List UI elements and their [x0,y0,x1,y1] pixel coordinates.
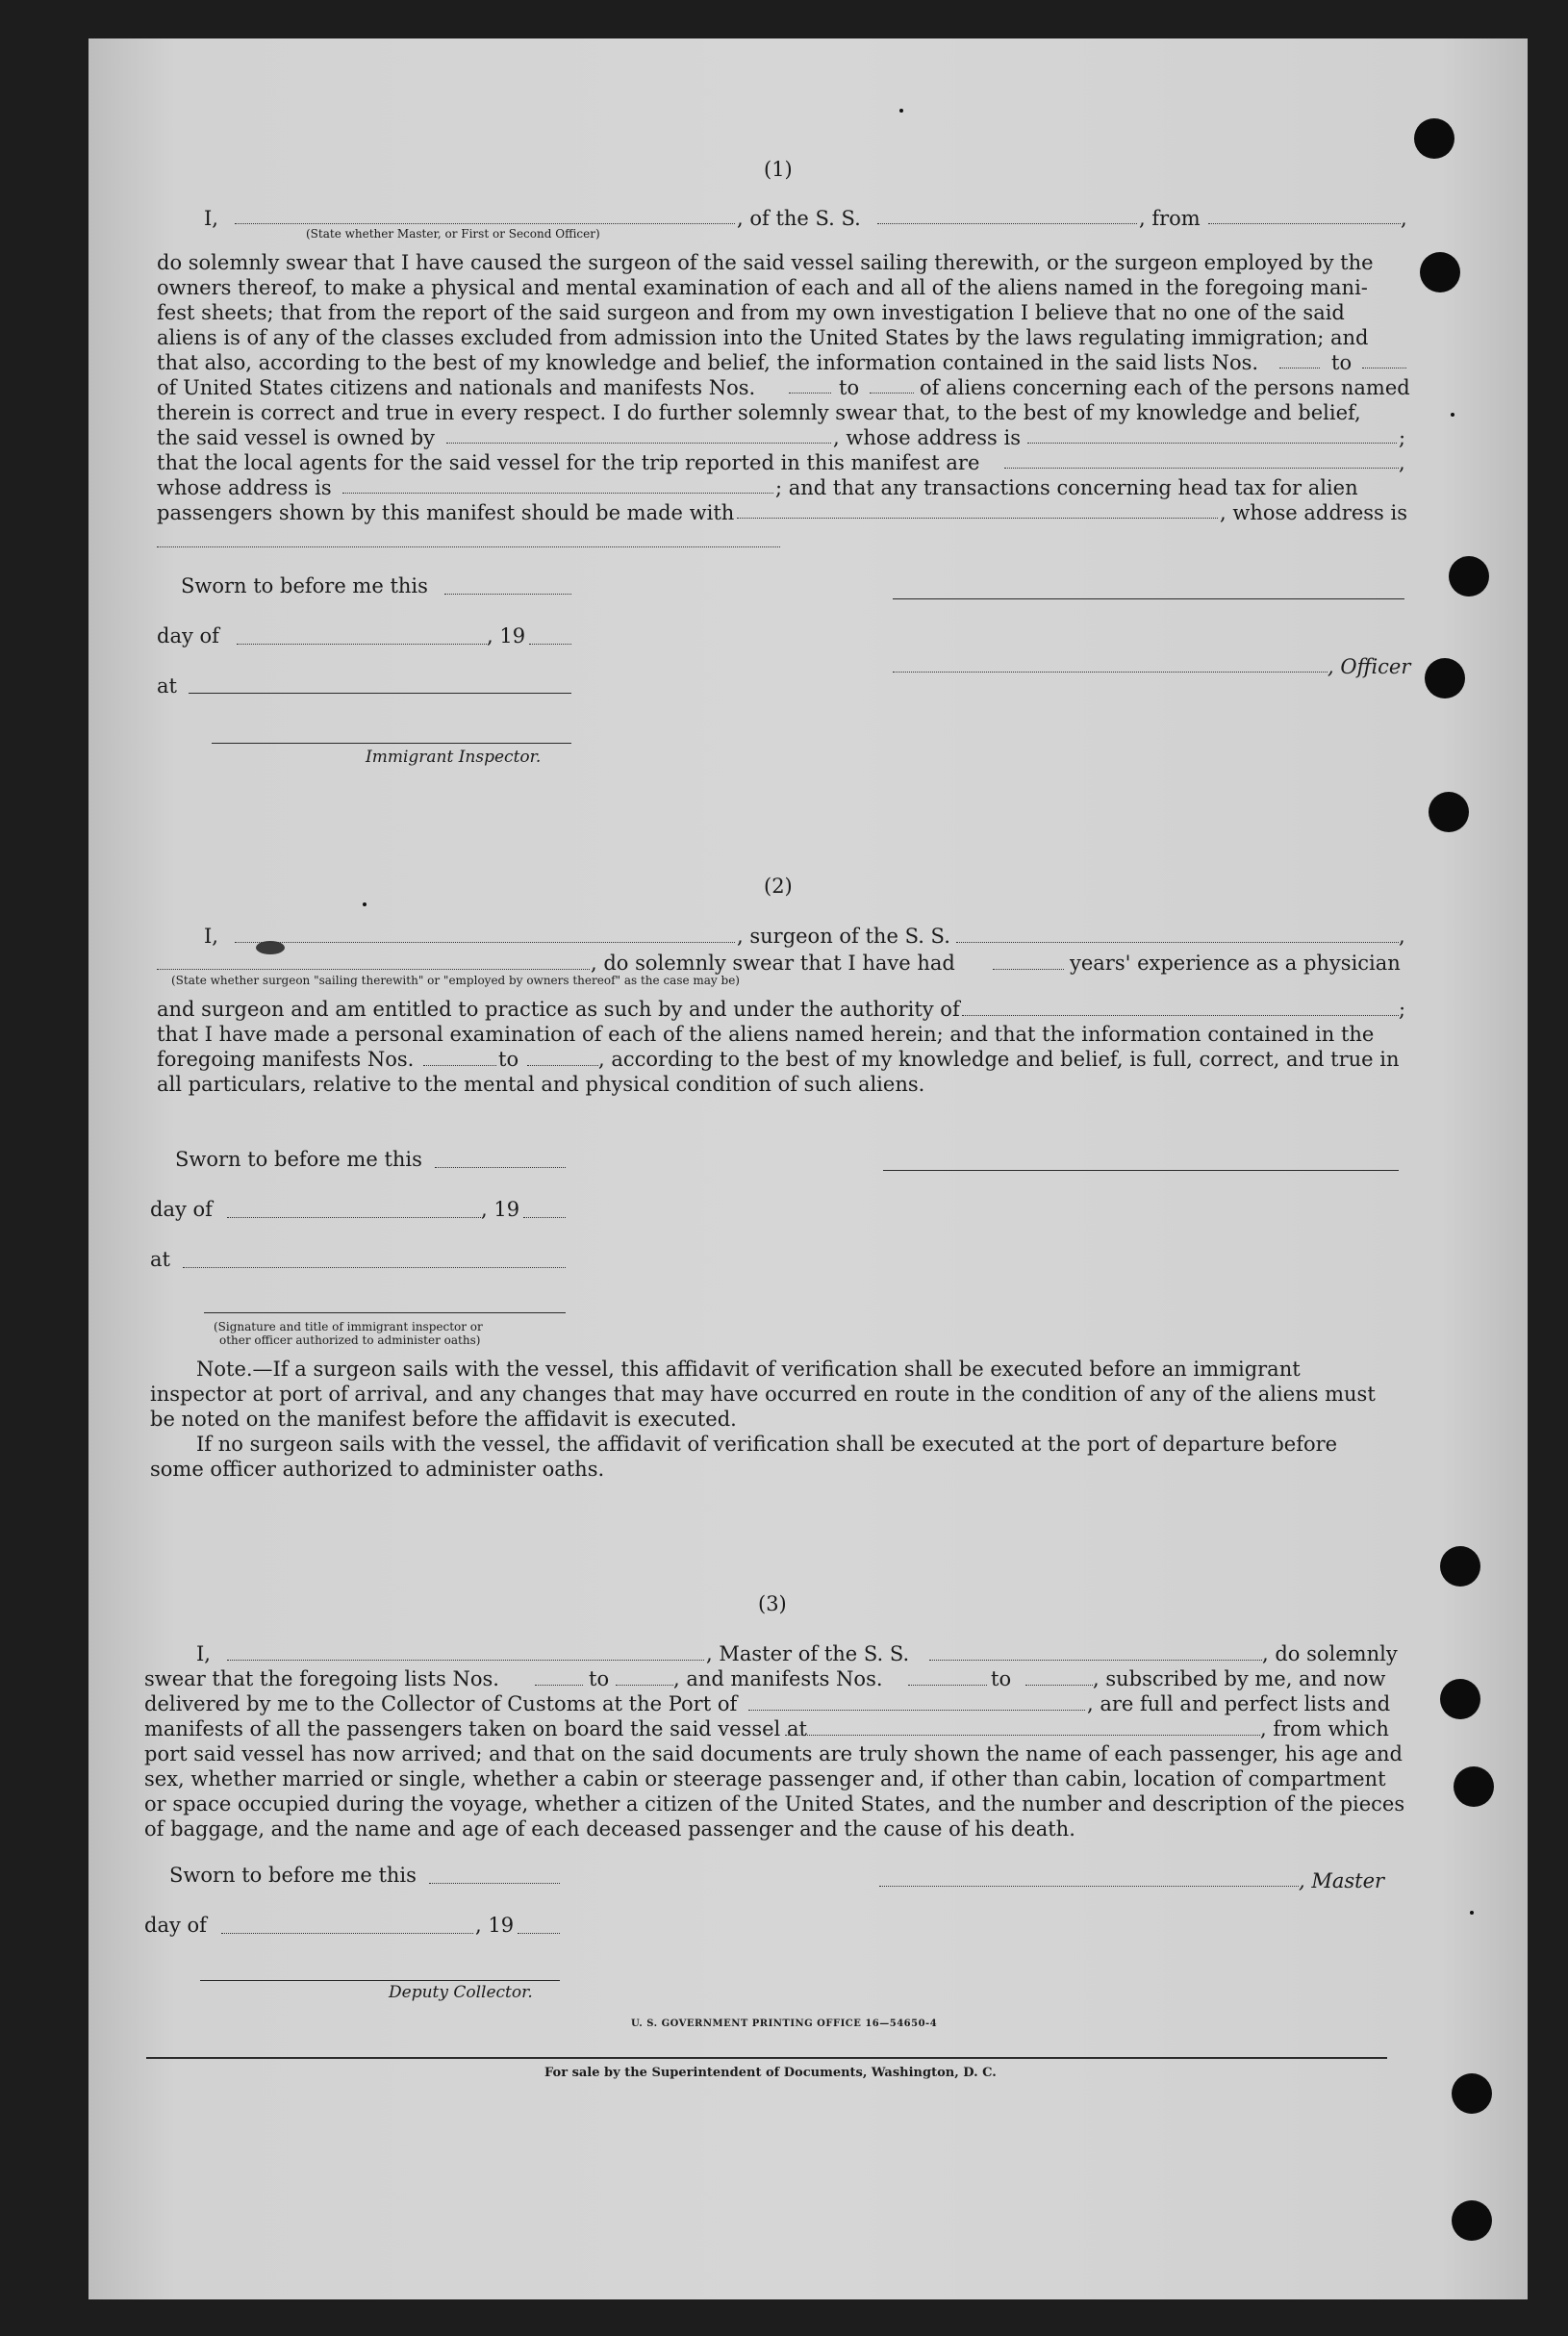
inspector-label: Immigrant Inspector. [366,748,542,767]
s1-text: that also, according to the best of my knowledge and belief, the information contained in the said lists Nos. [157,351,1259,374]
s3-text: to [991,1667,1012,1690]
s3-text: , from which [1260,1717,1389,1740]
officer-signature-blank [893,672,1328,673]
sale-notice: For sale by the Superintendent of Documents, Washington, D. C. [544,2066,997,2080]
s2-sig-caption: (Signature and title of immigrant inspector or [214,1320,483,1333]
s1-text: fest sheets; that from the report of the said surgeon and from my own investigation I believe that no one of the said [157,301,1345,324]
sworn-day-blank [429,1883,560,1884]
s3-text: , and manifests Nos. [673,1667,883,1690]
s2-text: and surgeon and am entitled to practice as such by and under the authority of [157,998,960,1021]
year-blank [518,1933,560,1934]
s1-text: of United States citizens and nationals and manifests Nos. [157,376,756,399]
s1-text: , [1399,451,1405,474]
authority-blank [962,1015,1399,1016]
s1-text: owners thereof, to make a physical and mental examination of each and all of the aliens named in the foregoing mani- [157,276,1368,299]
s1-text: of aliens concerning each of the persons named [920,376,1410,399]
s2-text: , according to the best of my knowledge and belief, is full, correct, and true in [598,1048,1400,1071]
s3-text: sex, whether married or single, whether a cabin or steerage passenger and, if other than cabin, location of compartment [144,1767,1386,1790]
s1-text: ; and that any transactions concerning head tax for alien [775,476,1358,499]
note-text: some officer authorized to administer oaths. [150,1458,605,1481]
punch-hole [1425,658,1465,698]
years-blank [993,969,1064,970]
s1-dayof: day of [157,624,219,647]
ship-name-blank [877,223,1137,224]
officer-name-blank [235,223,735,224]
s1-text: passengers shown by this manifest should be made with [157,501,735,524]
manifests-to-blank [527,1065,598,1066]
officer-label: , Officer [1328,655,1411,678]
punch-hole [1440,1546,1480,1587]
lists-to-blank [616,1685,673,1686]
surgeon-signature-line [883,1170,1399,1171]
manifests-to-blank [870,393,914,394]
manifests-from-blank [908,1685,987,1686]
s1-text: ; [1399,426,1406,449]
s3-text: or space occupied during the voyage, whether a citizen of the United States, and the number and description of the pieces [144,1792,1405,1815]
s1-text: to [1331,351,1353,374]
sworn-day-blank [435,1167,566,1168]
s3-text: to [589,1667,610,1690]
s2-text: to [498,1048,519,1071]
s1-text: do solemnly swear that I have caused the surgeon of the said vessel sailing therewith, or the surgeon employed by the [157,251,1374,274]
s3-text: delivered by me to the Collector of Customs at the Port of [144,1692,738,1715]
s2-text: years' experience as a physician [1070,952,1401,975]
inspector-signature-line [204,1312,566,1313]
section-2-number: (2) [764,875,793,898]
port-blank [748,1710,1085,1711]
departure-port-blank [785,1735,1260,1736]
owner-address-blank [1027,443,1397,444]
s1-text: whose address is [157,476,332,499]
s3-year: , 19 [475,1914,515,1937]
s3-text: port said vessel has now arrived; and that on the said documents are truly shown the name of each passenger, his age and [144,1742,1403,1765]
s1-text: , whose address is [1220,501,1407,524]
s3-sworn: Sworn to before me this [169,1864,417,1887]
s1-year: , 19 [487,624,526,647]
s2-at: at [150,1248,170,1271]
manifests-from-blank [423,1065,496,1066]
s3-text: manifests of all the passengers taken on board the said vessel at [144,1717,807,1740]
s3-line1-I: I, [196,1642,211,1665]
section-1-number: (1) [764,158,793,181]
owner-blank [446,443,831,444]
s2-text: , do solemnly swear that I have had [591,952,955,975]
s2-text: ; [1399,998,1406,1021]
note-text: If no surgeon sails with the vessel, the affidavit of verification shall be executed at the port of departure before [196,1433,1338,1456]
year-blank [523,1217,566,1218]
s2-dayof: day of [150,1198,213,1221]
s1-text: the said vessel is owned by [157,426,436,449]
surgeon-status-blank [157,969,590,970]
agents-blank [1004,468,1399,469]
surgeon-name-blank [235,942,735,943]
year-blank [529,644,571,645]
s3-text: , subscribed by me, and now [1093,1667,1386,1690]
s3-text: of baggage, and the name and age of each deceased passenger and the cause of his death. [144,1817,1075,1841]
s1-text: to [839,376,860,399]
s1-line1-ss: , of the S. S. [737,207,861,230]
punch-hole [1420,252,1460,292]
deputy-label: Deputy Collector. [389,1983,533,2002]
head-tax-address-blank [157,546,780,547]
ink-speck [363,902,367,906]
sworn-day-blank [444,594,571,595]
ink-smudge [256,941,285,954]
s3-dayof: day of [144,1914,207,1937]
note-text: be noted on the manifest before the affidavit is executed. [150,1408,737,1431]
section-3-number: (3) [758,1592,787,1615]
s1-line1-comma: , [1401,207,1407,230]
agents-address-blank [342,493,773,494]
s1-sworn: Sworn to before me this [181,574,428,597]
master-signature-blank [879,1886,1299,1887]
ink-speck [1470,1911,1474,1915]
signature-line [893,598,1404,599]
s1-text: that the local agents for the said vessel for the trip reported in this manifest are [157,451,980,474]
punch-hole [1429,792,1469,832]
s2-caption: (State whether surgeon "sailing therewith" or "employed by owners thereof" as the case may be) [171,974,740,987]
s3-text: , are full and perfect lists and [1087,1692,1391,1715]
ink-speck [899,109,903,113]
gpo-imprint: U. S. GOVERNMENT PRINTING OFFICE 16—54650-4 [631,2019,938,2029]
s3-text: , do solemnly [1262,1642,1398,1665]
note-text: Note.—If a surgeon sails with the vessel, this affidavit of verification shall be executed before an immigrant [196,1358,1301,1381]
s1-text: therein is correct and true in every respect. I do further solemnly swear that, to the best of my knowledge and belief, [157,401,1361,424]
note-text: inspector at port of arrival, and any changes that may have occurred en route in the condition of any of the aliens must [150,1383,1376,1406]
month-blank [221,1933,473,1934]
footer-rule [146,2057,1387,2059]
s2-year: , 19 [481,1198,520,1221]
s1-line1-I: I, [204,207,218,230]
punch-hole [1414,118,1454,159]
at-place-line [189,693,571,694]
s1-text: , whose address is [833,426,1021,449]
master-name-blank [227,1660,704,1661]
at-place-blank [183,1267,566,1268]
punch-hole [1452,2200,1492,2241]
s2-text: foregoing manifests Nos. [157,1048,415,1071]
s2-line1-I: I, [204,925,218,948]
lists-from-blank [535,1685,583,1686]
ship-name-blank [929,1660,1262,1661]
s1-paragraph [157,250,1407,350]
manifests-to-blank [1025,1685,1093,1686]
s1-text: aliens is of any of the classes excluded from admission into the United States by the laws regulating immigration; and [157,326,1369,349]
punch-hole [1440,1679,1480,1719]
s1-line1-from: , from [1139,207,1201,230]
master-label: , Master [1299,1869,1385,1892]
month-blank [237,644,487,645]
s3-text: , Master of the S. S. [706,1642,910,1665]
ship-name-blank [956,942,1399,943]
s2-text: that I have made a personal examination of each of the aliens named herein; and that the information contained in the [157,1023,1375,1046]
s2-line1-ss: , surgeon of the S. S. [737,925,950,948]
punch-hole [1454,1766,1494,1807]
ink-speck [1451,413,1454,417]
s2-text: all particulars, relative to the mental and physical condition of such aliens. [157,1073,925,1096]
head-tax-blank [737,518,1218,519]
punch-hole [1449,556,1489,597]
inspector-signature-line [212,743,571,744]
s3-text: swear that the foregoing lists Nos. [144,1667,499,1690]
from-port-blank [1208,223,1401,224]
s2-sig-caption: other officer authorized to administer oaths) [219,1333,481,1347]
s1-at: at [157,674,177,698]
s2-line1-comma: , [1399,925,1405,948]
month-blank [227,1217,481,1218]
punch-hole [1452,2073,1492,2114]
s1-caption: (State whether Master, or First or Second Officer) [306,227,600,241]
manifests-from-blank [789,393,831,394]
s2-sworn: Sworn to before me this [175,1148,422,1171]
